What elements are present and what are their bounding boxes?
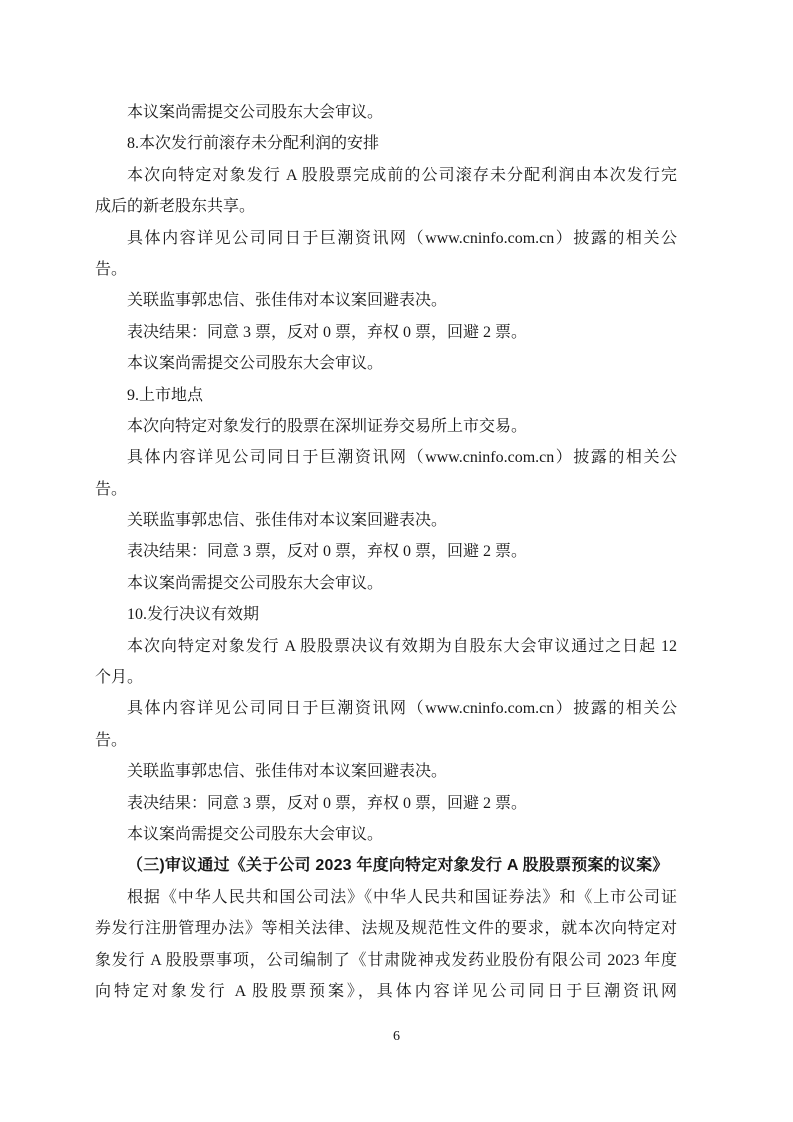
text-line: 表决结果：同意 3 票，反对 0 票，弃权 0 票，回避 2 票。 [127, 323, 528, 341]
text-line: 本次向特定对象发行 A 股股票完成前的公司滚存未分配利润由本次发行完 [127, 166, 677, 184]
text-line: 10.发行决议有效期 [127, 606, 260, 624]
text-line: 关联监事郭忠信、张佳伟对本议案回避表决。 [127, 512, 448, 530]
text-line: 本议案尚需提交公司股东大会审议。 [127, 574, 384, 592]
text-line: 向特定对象发行 A 股股票预案》，具体内容详见公司同日于巨潮资讯网 [95, 982, 677, 1000]
page-number: 6 [393, 1029, 400, 1044]
text-line: 告。 [95, 480, 128, 498]
text-line: 本议案尚需提交公司股东大会审议。 [127, 104, 384, 121]
text-line: 具体内容详见公司同日于巨潮资讯网（www.cninfo.com.cn）披露的相关公 [127, 700, 677, 718]
text-line: 9.上市地点 [127, 386, 204, 404]
text-line: 成后的新老股东共享。 [95, 198, 256, 216]
text-line: 告。 [95, 260, 128, 278]
document-body [95, 97, 677, 1007]
text-line: 个月。 [95, 669, 144, 687]
text-line: 本次向特定对象发行 A 股股票决议有效期为自股东大会审议通过之日起 12 [127, 637, 677, 655]
text-line: 本议案尚需提交公司股东大会审议。 [127, 825, 384, 843]
text-line: 具体内容详见公司同日于巨潮资讯网（www.cninfo.com.cn）披露的相关公 [127, 449, 677, 467]
text-line: 表决结果：同意 3 票，反对 0 票，弃权 0 票，回避 2 票。 [127, 543, 528, 561]
text-line: 本议案尚需提交公司股东大会审议。 [127, 355, 384, 373]
text-line: 8.本次发行前滚存未分配利润的安排 [127, 135, 380, 153]
text-line: 关联监事郭忠信、张佳伟对本议案回避表决。 [127, 292, 448, 310]
text-line: 关联监事郭忠信、张佳伟对本议案回避表决。 [127, 763, 448, 781]
text-line: 告。 [95, 731, 128, 749]
text-line: 券发行注册管理办法》等相关法律、法规及规范性文件的要求，就本次向特定对 [95, 920, 677, 938]
section-heading-line: （三)审议通过《关于公司 2023 年度向特定对象发行 A 股股票预案的议案》 [127, 857, 669, 875]
text-line: 根据《中华人民共和国公司法》《中华人民共和国证券法》和《上市公司证 [127, 888, 677, 906]
text-line: 象发行 A 股股票事项，公司编制了《甘肃陇神戎发药业股份有限公司 2023 年度 [95, 951, 677, 969]
text-line: 表决结果：同意 3 票，反对 0 票，弃权 0 票，回避 2 票。 [127, 794, 528, 812]
text-line: 本次向特定对象发行的股票在深圳证券交易所上市交易。 [127, 417, 528, 435]
text-line: 具体内容详见公司同日于巨潮资讯网（www.cninfo.com.cn）披露的相关公 [127, 229, 677, 247]
